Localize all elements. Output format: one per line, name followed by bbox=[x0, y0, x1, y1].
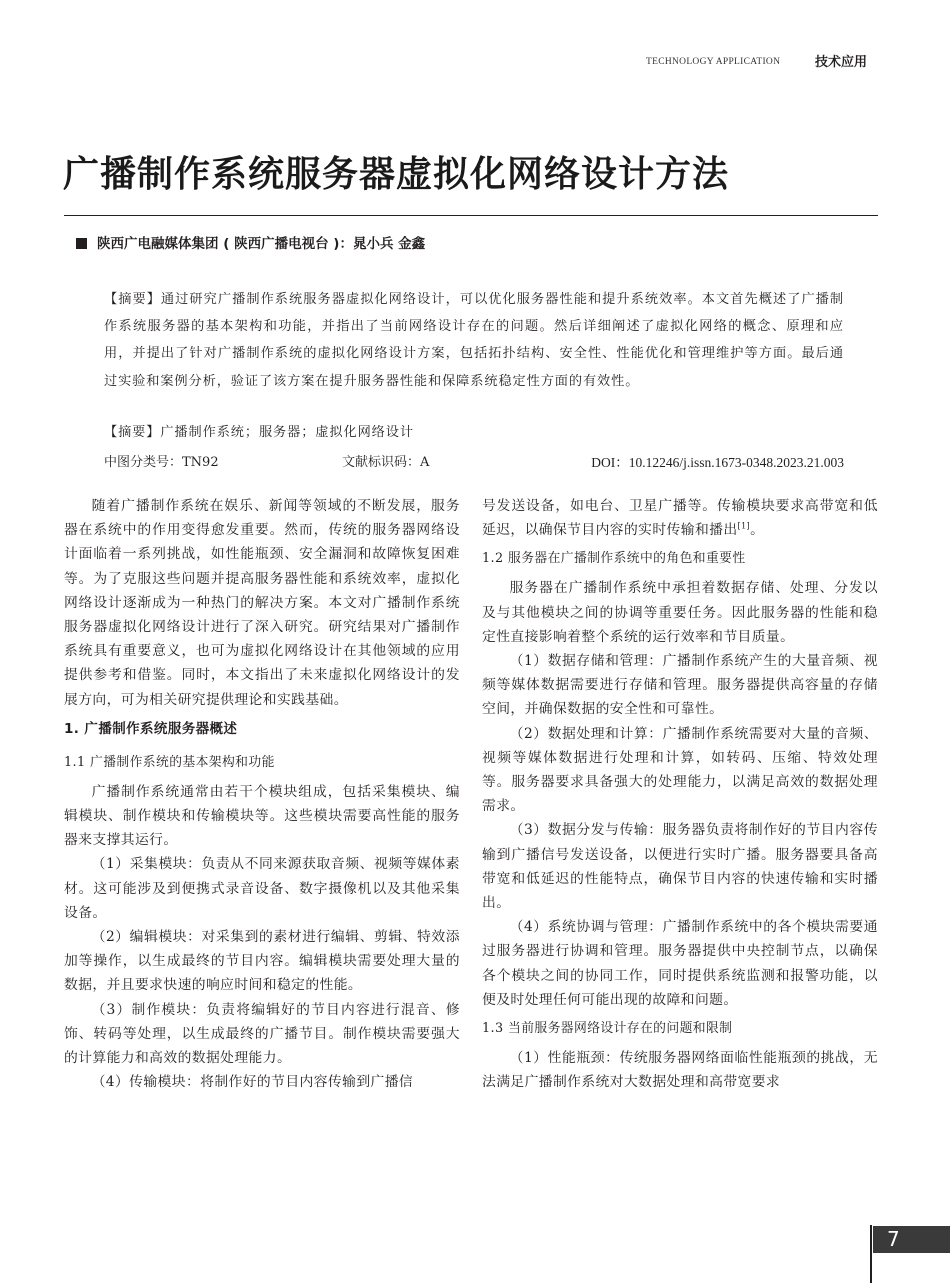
running-header-en: TECHNOLOGY APPLICATION bbox=[646, 57, 781, 67]
section-heading-1: 1. 广播制作系统服务器概述 bbox=[64, 720, 238, 737]
paragraph: （1）性能瓶颈：传统服务器网络面临性能瓶颈的挑战，无法满足广播制作系统对大数据处理和高带宽要求 bbox=[482, 1050, 878, 1091]
paragraph: （4）系统协调与管理：广播制作系统中的各个模块需要通过服务器进行协调和管理。服务器提供中央控制节点，以确保各个模块之间的协同工作，同时提供系统监测和报警功能，以便及时处理任何可能出现的故障和问题。 bbox=[482, 919, 878, 1008]
author-text: 陕西广电融媒体集团 ( 陕西广播电视台 )：晁小兵 金鑫 bbox=[97, 236, 426, 252]
document-code: 文献标识码：A bbox=[342, 455, 430, 470]
left-column bbox=[64, 494, 460, 1094]
title-rule bbox=[64, 215, 878, 216]
subsection-heading-1-1: 1.1 广播制作系统的基本架构和功能 bbox=[64, 754, 275, 770]
right-column bbox=[482, 494, 878, 1094]
paragraph: 广播制作系统通常由若干个模块组成，包括采集模块、编辑模块、制作模块和传输模块等。这些模块需要高性能的服务器来支撑其运行。 bbox=[64, 783, 460, 849]
paragraph-end: 。 bbox=[750, 522, 765, 539]
classification-line bbox=[104, 451, 844, 469]
subsection-heading-1-2: 1.2 服务器在广播制作系统中的角色和重要性 bbox=[482, 551, 746, 567]
paragraph-text: 号发送设备，如电台、卫星广播等。传输模块要求高带宽和低延迟，以确保节目内容的实时传输和播出 bbox=[482, 498, 878, 539]
continued-paragraph bbox=[482, 494, 878, 542]
paragraph: （4）传输模块：将制作好的节目内容传输到广播信 bbox=[91, 1074, 414, 1091]
paragraph: （2）数据处理和计算：广播制作系统需要对大量的音频、视频等媒体数据进行处理和计算，如转码、压缩、特效处理等。服务器要求具备强大的处理能力，以满足高效的数据处理需求。 bbox=[482, 725, 878, 815]
running-header-cn: 技术应用 bbox=[815, 55, 868, 70]
keywords: 【摘要】广播制作系统；服务器；虚拟化网络设计 bbox=[104, 425, 414, 440]
paragraph: （3）制作模块：负责将编辑好的节目内容进行混音、修饰、转码等处理，以生成最终的广播节目。制作模块需要强大的计算能力和高效的数据处理能力。 bbox=[64, 1001, 460, 1067]
subsection-heading-1-3: 1.3 当前服务器网络设计存在的问题和限制 bbox=[482, 1021, 733, 1037]
citation-marker: [1] bbox=[737, 521, 751, 531]
paragraph: （3）数据分发与传输：服务器负责将制作好的节目内容传输到广播信号发送设备，以便进行实时广播。服务器要具备高带宽和低延迟的性能特点，确保节目内容的快速传输和实时播出。 bbox=[482, 822, 878, 912]
square-bullet-icon bbox=[76, 238, 87, 249]
abstract bbox=[104, 286, 844, 395]
abstract-text: 【摘要】通过研究广播制作系统服务器虚拟化网络设计，可以优化服务器性能和提升系统效率。本文首先概述了广播制作系统服务器的基本架构和功能，并指出了当前网络设计存在的问题。然后详细阐述了虚拟化网络的概念、原理和应用，并提出了针对广播制作系统的虚拟化网络设计方案，包括拓扑结构、安全性、性能优化和管理维护等方面。最后通过实验和案例分析，验证了该方案在提升服务器性能和保障系统稳定性方面的有效性。 bbox=[104, 292, 844, 389]
page-number: 7 bbox=[873, 1226, 950, 1253]
paragraph: （1）采集模块：负责从不同来源获取音频、视频等媒体素材。这可能涉及到便携式录音设备、数字摄像机以及其他采集设备。 bbox=[64, 856, 460, 921]
article-title: 广播制作系统服务器虚拟化网络设计方法 bbox=[63, 154, 730, 195]
clc-number: 中图分类号：TN92 bbox=[104, 455, 219, 470]
paragraph: （1）数据存储和管理：广播制作系统产生的大量音频、视频等媒体数据需要进行存储和管理。服务器提供高容量的存储空间，并确保数据的安全性和可靠性。 bbox=[482, 653, 878, 718]
footer-rule bbox=[870, 1225, 872, 1283]
paragraph: 服务器在广播制作系统中承担着数据存储、处理、分发以及与其他模块之间的协调等重要任务。因此服务器的性能和稳定性直接影响着整个系统的运行效率和节目质量。 bbox=[482, 580, 878, 645]
paragraph: （2）编辑模块：对采集到的素材进行编辑、剪辑、特效添加等操作，以生成最终的节目内容。编辑模块需要处理大量的数据，并且要求快速的响应时间和稳定的性能。 bbox=[64, 929, 460, 994]
doi: DOI：10.12246/j.issn.1673-0348.2023.21.003 bbox=[591, 455, 844, 470]
intro-paragraph: 随着广播制作系统在娱乐、新闻等领域的不断发展，服务器在系统中的作用变得愈发重要。然而，传统的服务器网络设计面临着一系列挑战，如性能瓶颈、安全漏洞和故障恢复困难等。为了克服这些问题并提高服务器性能和系统效率，虚拟化网络设计逐渐成为一种热门的解决方案。本文对广播制作系统服务器虚拟化网络设计进行了深入研究。研究结果对广播制作系统具有重要意义，也可为虚拟化网络设计在其他领域的应用提供参考和借鉴。同时，本文指出了未来虚拟化网络设计的发展方向，可为相关研究提供理论和实践基础。 bbox=[64, 498, 460, 708]
author-line bbox=[76, 232, 425, 252]
